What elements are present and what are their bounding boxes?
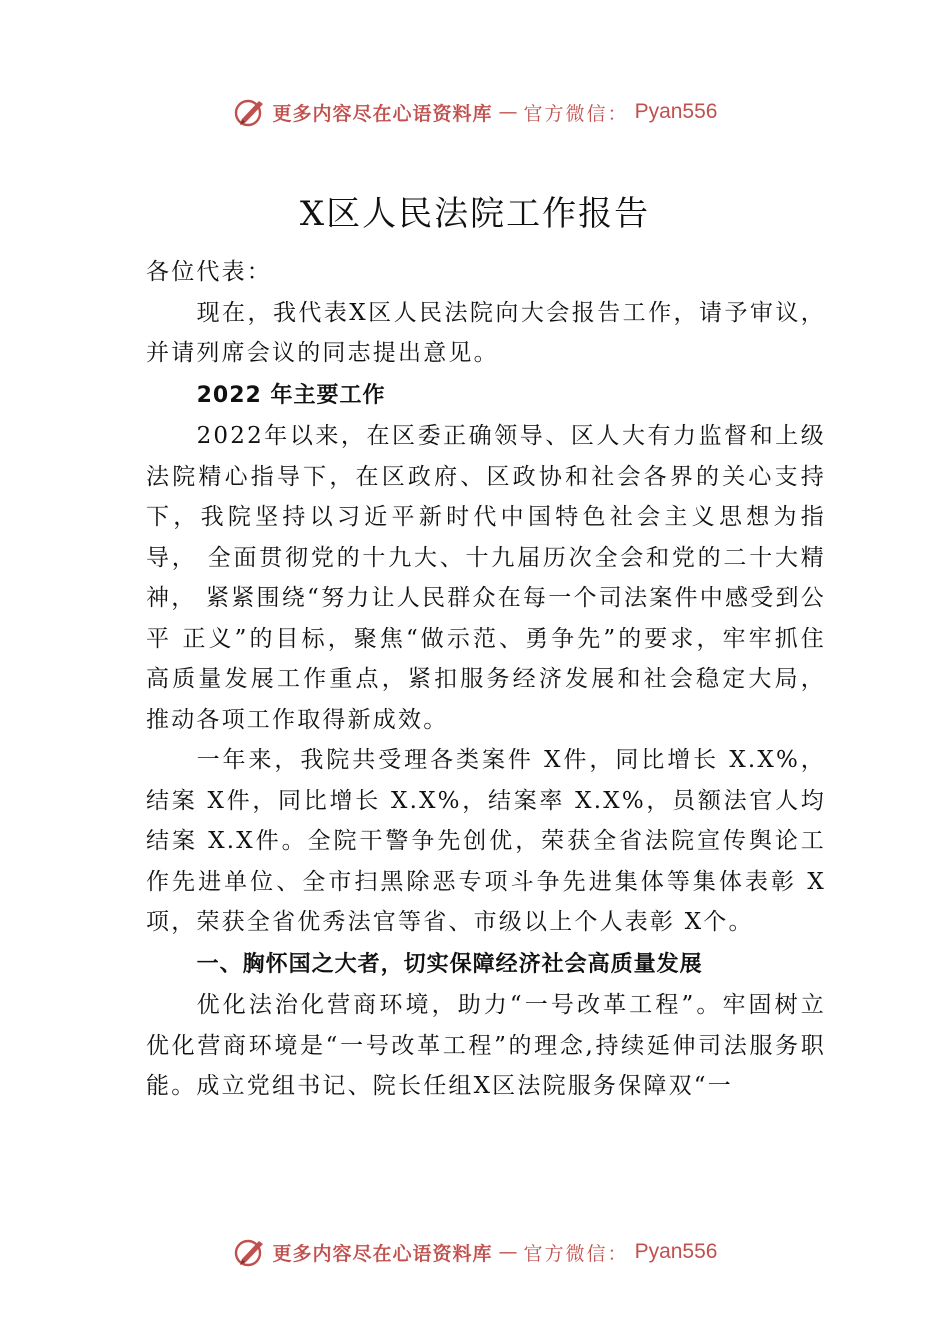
salutation: 各位代表： <box>146 259 272 285</box>
document-body <box>146 252 826 1107</box>
document-title: X区人民法院工作报告 <box>299 194 651 234</box>
watermark-separator: — <box>498 1241 518 1263</box>
watermark-account: Pyan556 <box>634 1240 718 1263</box>
footer-watermark <box>0 1232 950 1272</box>
section-heading: 2022 年主要工作 <box>196 382 386 408</box>
body-paragraph: 优化法治化营商环境，助力“一号改革工程”。牢固树立优化营商环境是“一号改革工程”的理念,持续延伸司法服务职能。成立党组书记、院长任组X区法院服务保障双“一 <box>146 992 826 1099</box>
body-paragraph: 一年来，我院共受理各类案件 X件，同比增长 X.X%，结案 X件，同比增长 X.X%，结案率 X.X%，员额法官人均结案 X.X件。全院干警争先创优，荣获全省法院宣传舆论工作先进单位、全市扫黑除恶专项斗争先进集体等集体表彰 X项，荣获全省优秀法官等省、市级以上个人表彰 X个。 <box>146 747 826 935</box>
watermark-text: 更多内容尽在心语资料库 <box>272 1242 493 1265</box>
watermark-account: Pyan556 <box>634 100 718 123</box>
subheading: 一、胸怀国之大者，切实保障经济社会高质量发展 <box>196 951 703 977</box>
watermark-text: 更多内容尽在心语资料库 <box>272 102 493 125</box>
watermark-official: 官方微信： <box>523 102 629 125</box>
pen-logo-icon <box>233 1235 267 1269</box>
header-watermark <box>0 92 950 132</box>
watermark-separator: — <box>498 101 518 123</box>
watermark-official: 官方微信： <box>523 1242 629 1265</box>
body-paragraph: 2022年以来，在区委正确领导、区人大有力监督和上级法院精心指导下，在区政府、区政协和社会各界的关心支持 下，我院坚持以习近平新时代中国特色社会主义思想为指导， 全面贯彻党的十九大、十九届历次全会和党的二十大精神， 紧紧围绕“努力让人民群众在每一个司法案件中感受到公平 正义”的目标，聚焦“做示范、勇争先”的要求，牢牢抓住高质量发展工作重点，紧扣服务经济发展和社会稳定大局， 推动各项工作取得新成效。 <box>146 423 826 733</box>
pen-logo-icon <box>233 95 267 129</box>
intro-paragraph: 现在，我代表X区人民法院向大会报告工作，请予审议，并请列席会议的同志提出意见。 <box>146 299 826 366</box>
